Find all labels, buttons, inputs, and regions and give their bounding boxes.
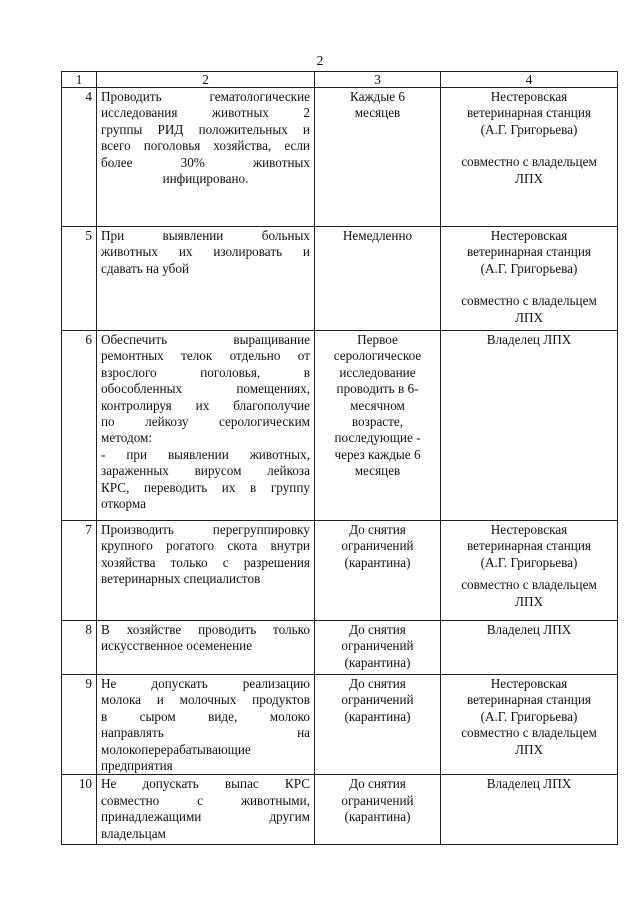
term-line: Каждые 6 <box>350 89 405 104</box>
responsible-line: Нестеровская <box>490 522 568 537</box>
responsible-line: Владелец ЛПХ <box>486 622 572 637</box>
measure-line: Производить перегруппировку <box>101 522 310 537</box>
term-line: До снятия <box>349 676 406 691</box>
table-header-row <box>62 72 618 88</box>
measure-line: по лейкозу серологическим <box>101 414 310 430</box>
column-header: 4 <box>441 72 618 88</box>
measure-cell <box>97 521 315 621</box>
measure-line: крупного рогатого скота внутри <box>101 538 310 554</box>
measure-line: контролируя их благополучие <box>101 397 310 413</box>
column-header: 1 <box>62 72 97 88</box>
measure-cell <box>97 331 315 521</box>
term-cell <box>315 227 441 331</box>
table-row <box>62 775 618 845</box>
measure-cell <box>97 675 315 775</box>
row-number: 5 <box>62 227 97 331</box>
term-line: месячном <box>350 397 405 413</box>
term-line: серологическое <box>333 348 422 364</box>
term-line: ограничений <box>341 692 414 708</box>
term-cell <box>315 775 441 845</box>
term-line: возрасте, <box>351 414 404 430</box>
table-row <box>62 621 618 675</box>
term-line: месяцев <box>354 463 401 479</box>
measure-line: Проводить гематологические <box>101 89 310 104</box>
measure-line: методом: <box>101 430 153 446</box>
measure-line: В хозяйстве проводить только <box>101 622 310 637</box>
responsible-line: Нестеровская <box>490 89 568 104</box>
term-line: До снятия <box>349 622 406 637</box>
measure-line: зараженных вирусом лейкоза <box>101 463 310 479</box>
page-number: 2 <box>316 54 324 69</box>
measure-line: Обеспечить выращивание <box>101 332 310 347</box>
table-row <box>62 521 618 621</box>
measure-line: При выявлении больных <box>101 228 310 243</box>
measure-line: направлять на <box>101 725 310 741</box>
measure-line: более 30% животных <box>101 154 310 170</box>
responsible-line: ЛПХ <box>515 593 543 609</box>
measure-line: владельцам <box>101 825 166 841</box>
measure-cell <box>97 227 315 331</box>
responsible-cell <box>441 331 618 521</box>
term-line: через каждые 6 <box>334 446 421 462</box>
row-number: 10 <box>62 775 97 845</box>
measure-line: КРС, переводить их в группу <box>101 479 310 495</box>
responsible-line: (А.Г. Григорьева) <box>480 121 578 137</box>
measure-line: Не допускать реализацию <box>101 676 310 691</box>
responsible-line: (А.Г. Григорьева) <box>480 708 578 724</box>
term-line: (карантина) <box>344 809 411 825</box>
term-line: До снятия <box>349 522 406 537</box>
term-cell <box>315 88 441 227</box>
term-line: Немедленно <box>342 228 413 243</box>
measure-line: Не допускать выпас КРС <box>101 776 310 792</box>
measure-line: откорма <box>101 496 147 512</box>
term-line: проводить в 6- <box>336 381 419 397</box>
measure-line: ремонтных телок отдельно от <box>101 348 310 364</box>
term-line: ограничений <box>341 538 414 554</box>
responsible-line: Нестеровская <box>490 676 568 691</box>
term-cell <box>315 521 441 621</box>
term-cell <box>315 675 441 775</box>
responsible-line: совместно с владельцем <box>461 293 597 309</box>
table-row <box>62 227 618 331</box>
term-line: последующие - <box>334 430 421 446</box>
responsible-cell <box>441 227 618 331</box>
responsible-line: совместно с владельцем <box>461 577 597 593</box>
term-line: До снятия <box>349 776 406 792</box>
measure-line: молока и молочных продуктов <box>101 692 310 708</box>
measure-line: искусственное осеменение <box>101 638 253 654</box>
term-line: (карантина) <box>344 554 411 570</box>
responsible-cell <box>441 88 618 227</box>
table-row <box>62 331 618 521</box>
measure-cell <box>97 775 315 845</box>
table-row <box>62 675 618 775</box>
measure-line: всего поголовья хозяйства, если <box>101 138 310 154</box>
measure-line: обособленных помещениях, <box>101 381 310 397</box>
responsible-cell <box>441 675 618 775</box>
responsible-line: Нестеровская <box>490 228 568 243</box>
column-header: 3 <box>315 72 441 88</box>
term-line: Первое <box>357 332 398 347</box>
responsible-line: Владелец ЛПХ <box>486 776 572 792</box>
term-line: (карантина) <box>344 708 411 724</box>
responsible-line: ветеринарная станция <box>467 244 591 260</box>
measure-line: группы РИД положительных и <box>101 121 310 137</box>
measure-line: совместно с животными, <box>101 792 310 808</box>
measure-line: предприятия <box>101 758 173 774</box>
measure-line: исследования животных 2 <box>101 105 310 121</box>
term-cell <box>315 621 441 675</box>
measure-line: взрослого поголовья, в <box>101 364 310 380</box>
responsible-cell <box>441 775 618 845</box>
measure-line: сдавать на убой <box>101 260 190 276</box>
responsible-line: ветеринарная станция <box>467 105 591 121</box>
measures-table <box>61 71 618 845</box>
measure-line: инфицировано. <box>162 171 249 187</box>
term-cell <box>315 331 441 521</box>
spacer <box>445 277 613 293</box>
measure-cell <box>97 621 315 675</box>
responsible-line: ветеринарная станция <box>467 538 591 554</box>
row-number: 9 <box>62 675 97 775</box>
measure-line: - при выявлении животных, <box>101 446 310 462</box>
term-line: (карантина) <box>344 654 411 670</box>
term-line: ограничений <box>341 792 414 808</box>
responsible-line: совместно с владельцем <box>461 154 597 170</box>
responsible-cell <box>441 521 618 621</box>
responsible-line: совместно с владельцем <box>461 725 597 741</box>
responsible-line: (А.Г. Григорьева) <box>480 554 578 570</box>
row-number: 8 <box>62 621 97 675</box>
measure-line: молокоперерабатывающие <box>101 741 251 757</box>
responsible-line: (А.Г. Григорьева) <box>480 260 578 276</box>
measure-line: ветеринарных специалистов <box>101 571 261 587</box>
measure-line: в сыром виде, молоко <box>101 708 310 724</box>
term-line: месяцев <box>354 105 401 121</box>
responsible-line: ЛПХ <box>515 309 543 325</box>
measure-line: животных их изолировать и <box>101 244 310 260</box>
measure-cell <box>97 88 315 227</box>
row-number: 6 <box>62 331 97 521</box>
table-row <box>62 88 618 227</box>
column-header: 2 <box>97 72 315 88</box>
row-number: 7 <box>62 521 97 621</box>
measure-line: принадлежащими другим <box>101 809 310 825</box>
responsible-line: ЛПХ <box>515 170 543 186</box>
term-line: исследование <box>339 364 416 380</box>
responsible-line: Владелец ЛПХ <box>486 332 572 347</box>
responsible-line: ветеринарная станция <box>467 692 591 708</box>
responsible-cell <box>441 621 618 675</box>
spacer <box>445 138 613 154</box>
row-number: 4 <box>62 88 97 227</box>
term-line: ограничений <box>341 638 414 654</box>
measure-line: хозяйства только с разрешения <box>101 554 310 570</box>
responsible-line: ЛПХ <box>515 741 543 757</box>
